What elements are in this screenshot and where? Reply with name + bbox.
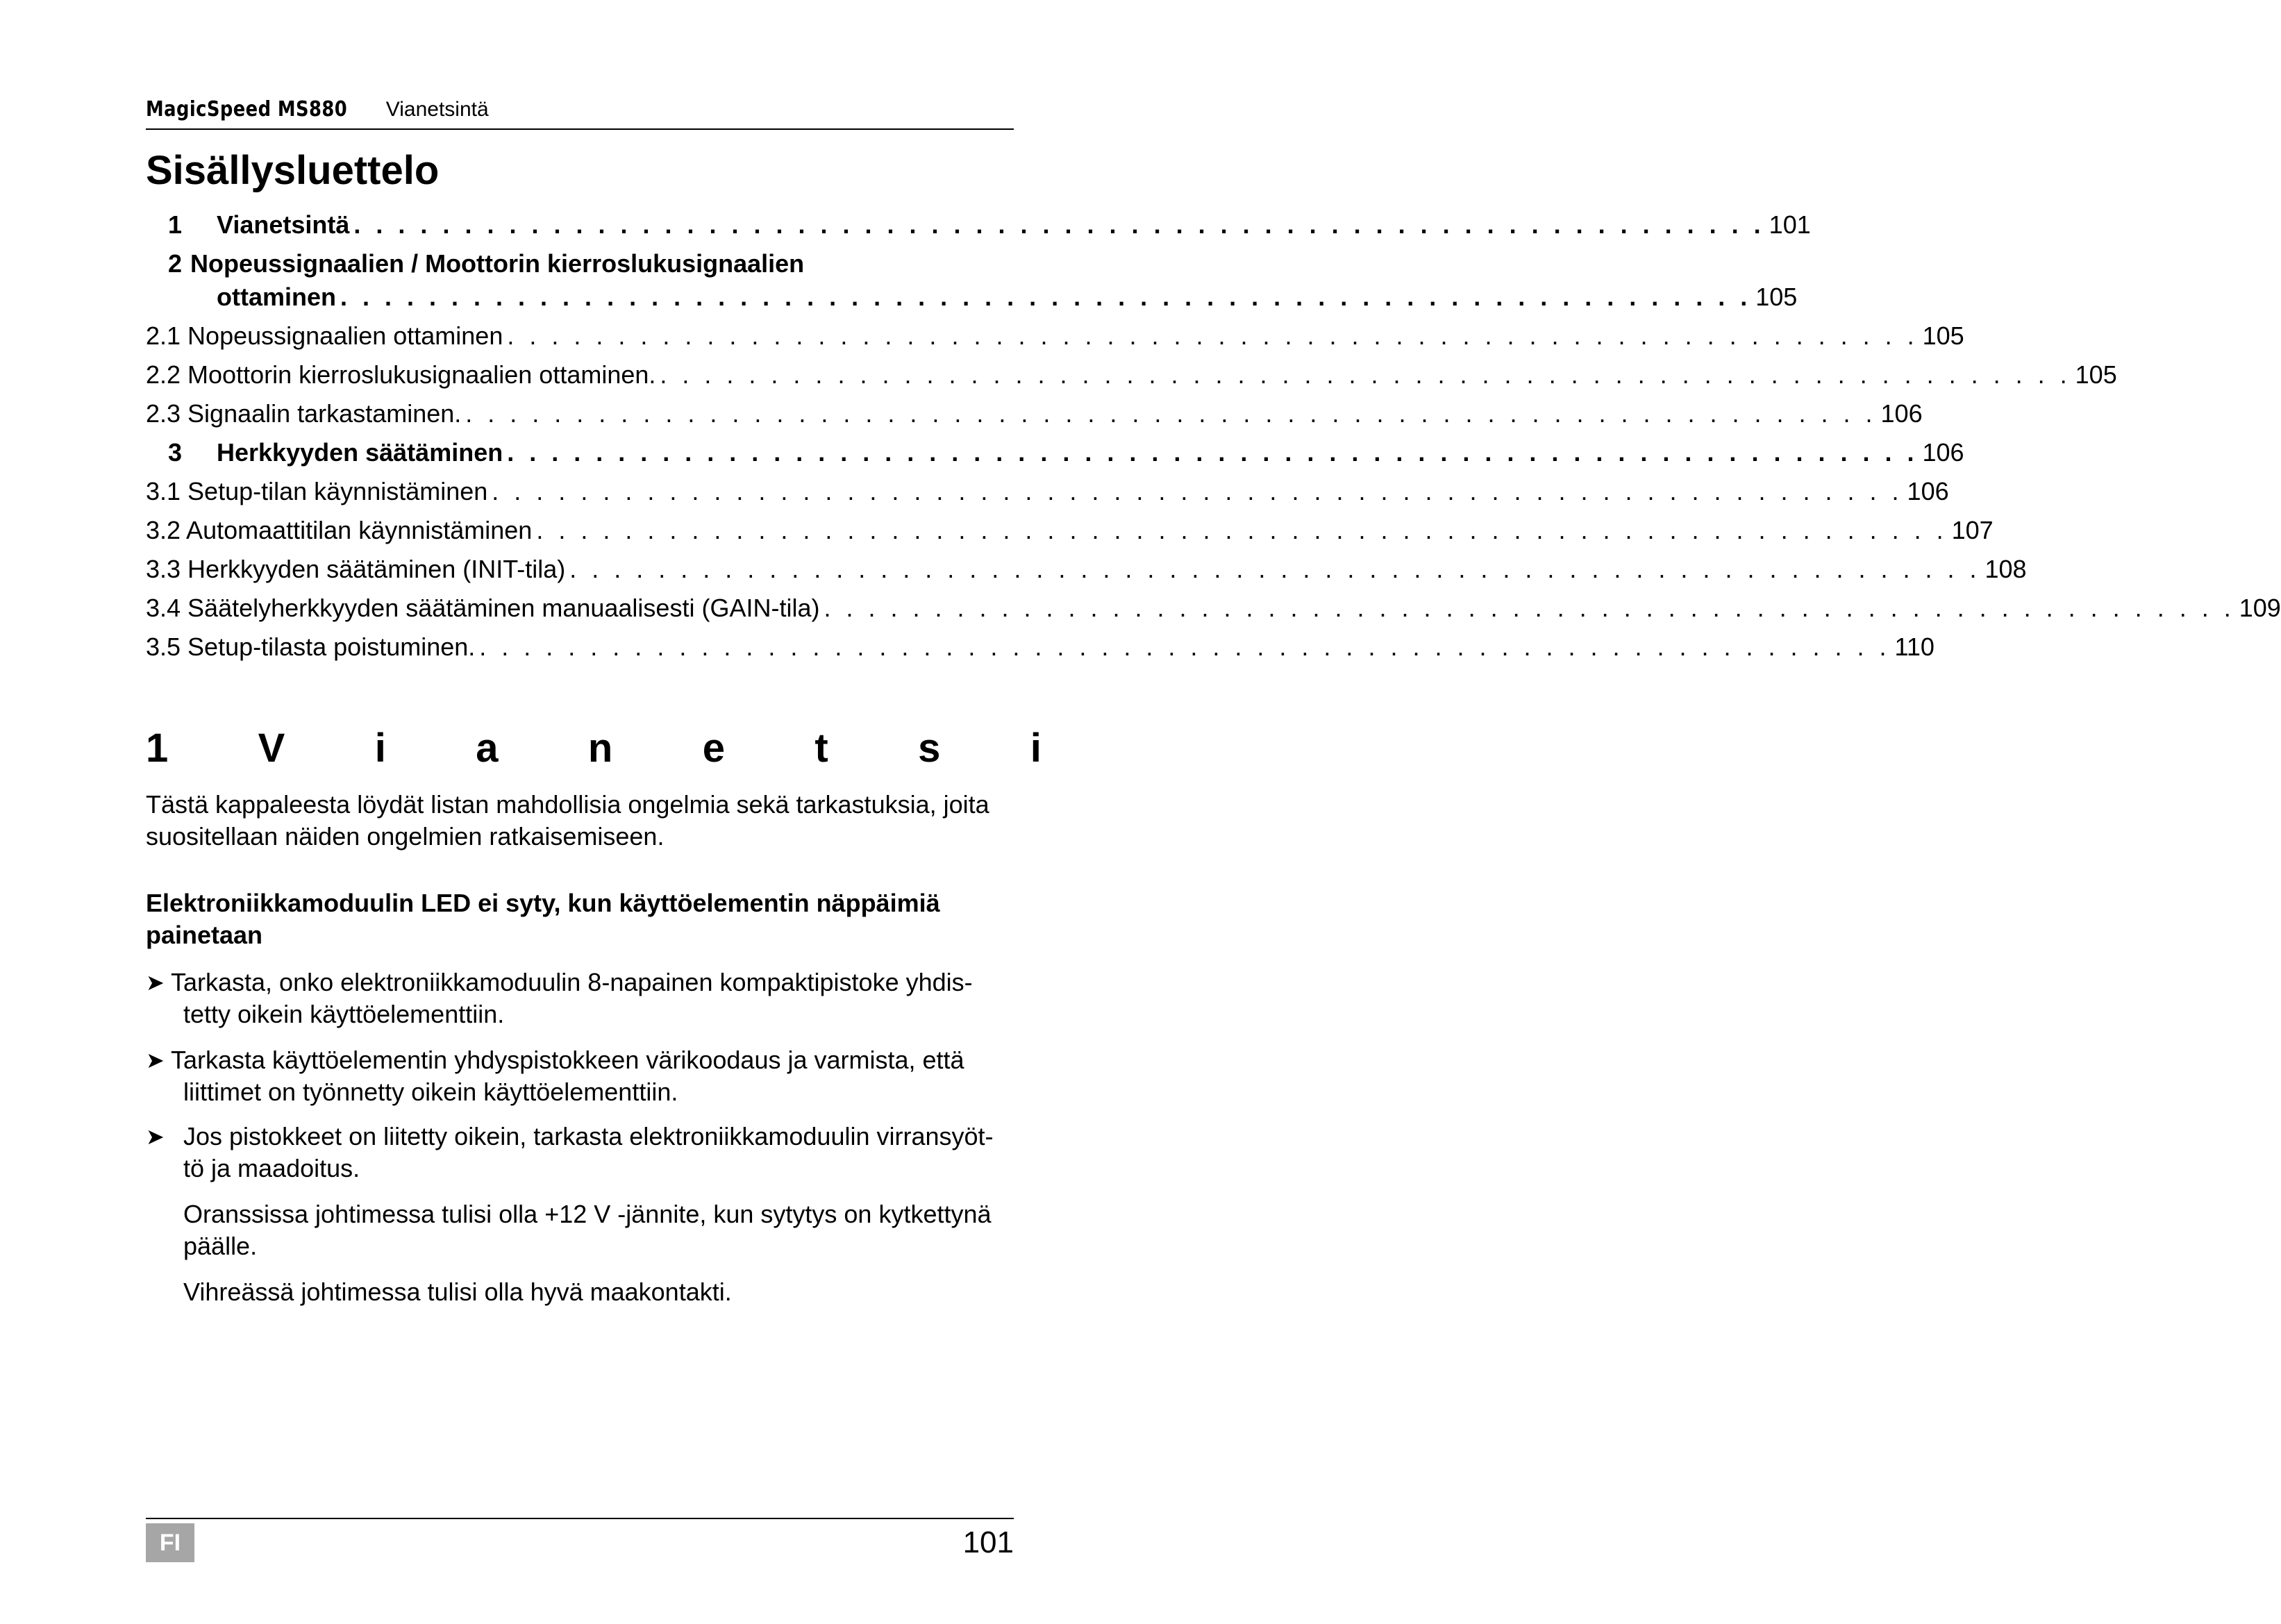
toc-entry-3-3[interactable]	[146, 554, 2027, 585]
toc-title: Sisällysluettelo	[146, 148, 440, 193]
toc-entry-title: 2.1 Nopeussignaalien ottaminen	[146, 321, 503, 350]
chapter-heading-char: i	[374, 726, 386, 771]
product-name: MagicSpeed MS880	[146, 97, 348, 122]
check-item-line: tö ja maadoitus.	[183, 1154, 360, 1182]
footer-divider	[146, 1518, 1014, 1519]
toc-entry-3-4[interactable]	[146, 593, 2281, 623]
toc-entry-title: Herkkyyden säätäminen	[217, 438, 503, 467]
chapter-heading-char: 1	[146, 726, 169, 771]
toc-entry-page: 110	[1894, 633, 1935, 661]
toc-entry-page: 107	[1951, 516, 1994, 544]
arrow-bullet-icon: ➤	[146, 970, 165, 995]
chapter-heading-char: V	[258, 726, 285, 771]
toc-entry-page: 106	[1922, 438, 1964, 467]
check-item-line: tetty oikein käyttöelementtiin.	[183, 1000, 505, 1028]
dot-leader: . . . . . . . . . . . . . . . . . . . . . . . . . . . . . . . . . . . . . . . . . . . . . . . . . . . . . . . . . . . . . . . .	[492, 477, 1903, 505]
toc-entry-number: 3	[168, 438, 183, 467]
dot-leader: . . . . . . . . . . . . . . . . . . . . . . . . . . . . . . . . . . . . . . . . . . . . . . . . . . . . . . . . . . . . . . . .	[660, 360, 2071, 389]
dot-leader: . . . . . . . . . . . . . . . . . . . . . . . . . . . . . . . . . . . . . . . . . . . . . . . . . . . . . . . . . . . . . . . .	[824, 594, 2235, 622]
toc-entry-page: 106	[1907, 477, 1949, 505]
note-paragraph: Vihreässä johtimessa tulisi olla hyvä maakontakti.	[183, 1278, 732, 1306]
toc-entry-page: 105	[1922, 321, 1964, 350]
toc-entry-title: 3.3 Herkkyyden säätäminen (INIT-tila)	[146, 555, 566, 583]
chapter-heading-char: t	[814, 726, 828, 771]
toc-entry-page: 106	[1880, 399, 1923, 428]
toc-entry-page: 108	[1985, 555, 2027, 583]
check-item	[146, 1121, 1014, 1184]
toc-entry-title: Nopeussignaalien / Moottorin kierroslukusignaalien	[190, 249, 805, 278]
dot-leader: . . . . . . . . . . . . . . . . . . . . . . . . . . . . . . . . . . . . . . . . . . . . . . . . . . . . . . . . . . . . . . . .	[507, 438, 1919, 467]
toc-entry-title: 3.4 Säätelyherkkyyden säätäminen manuaalisesti (GAIN-tila)	[146, 594, 820, 622]
check-item	[146, 966, 1014, 1030]
toc-entry-2-1[interactable]	[146, 321, 1964, 351]
chapter-heading-char: a	[476, 726, 499, 771]
dot-leader: . . . . . . . . . . . . . . . . . . . . . . . . . . . . . . . . . . . . . . . . . . . . . . . . . . . . . . . . . . . . . . . .	[569, 555, 1981, 583]
dot-leader: . . . . . . . . . . . . . . . . . . . . . . . . . . . . . . . . . . . . . . . . . . . . . . . . . . . . . . . . . . . . . . . .	[536, 516, 1948, 544]
check-item-line: Tarkasta käyttöelementin yhdyspistokkeen värikoodaus ja varmista, että	[171, 1046, 964, 1074]
toc-entry-2[interactable]	[168, 249, 1014, 279]
chapter-heading	[146, 722, 1042, 775]
dot-leader: . . . . . . . . . . . . . . . . . . . . . . . . . . . . . . . . . . . . . . . . . . . . . . . . . . . . . . . . . . . . . . . .	[479, 633, 1891, 661]
toc-entry-title: 2.3 Signaalin tarkastaminen.	[146, 399, 462, 428]
chapter-heading-char: n	[587, 726, 613, 771]
dot-leader: . . . . . . . . . . . . . . . . . . . . . . . . . . . . . . . . . . . . . . . . . . . . . . . . . . . . . . . . . . . . . . . .	[340, 283, 1752, 311]
header-divider	[146, 128, 1014, 130]
chapter-heading-char: s	[918, 726, 941, 771]
check-item-line: Jos pistokkeet on liitetty oikein, tarkasta elektroniikkamoduulin virransyöt-	[183, 1122, 994, 1150]
page-number: 101	[962, 1525, 1014, 1559]
toc-entry-2-3[interactable]	[146, 399, 1923, 429]
check-item-line: Tarkasta, onko elektroniikkamoduulin 8-napainen kompaktipistoke yhdis-	[171, 968, 973, 996]
toc-entry-2-2[interactable]	[146, 360, 2117, 390]
arrow-bullet-icon: ➤	[146, 1048, 165, 1073]
problem-heading: Elektroniikkamoduulin LED ei syty, kun käyttöelementin näppäimiä painetaan	[146, 889, 940, 949]
toc-entry-3-5[interactable]	[146, 632, 1935, 662]
toc-entry-page: 109	[2239, 594, 2281, 622]
toc-entry-number: 2	[168, 249, 183, 278]
dot-leader: . . . . . . . . . . . . . . . . . . . . . . . . . . . . . . . . . . . . . . . . . . . . . . . . . . . . . . . . . . . . . . . .	[353, 210, 1765, 239]
header-section: Vianetsintä	[385, 98, 489, 121]
toc-entry-title: 2.2 Moottorin kierroslukusignaalien ottaminen.	[146, 360, 656, 389]
note-paragraph: Oranssissa johtimessa tulisi olla +12 V -jännite, kun sytytys on kytkettynä päälle.	[183, 1200, 992, 1260]
toc-entry-page: 105	[1755, 283, 1798, 311]
toc-entry-page: 105	[2075, 360, 2117, 389]
toc-entry-3[interactable]	[168, 437, 1964, 468]
dot-leader: . . . . . . . . . . . . . . . . . . . . . . . . . . . . . . . . . . . . . . . . . . . . . . . . . . . . . . . . . . . . . . . .	[465, 399, 1877, 428]
toc-entry-3-2[interactable]	[146, 515, 1994, 546]
toc-entry-1[interactable]	[168, 210, 1811, 240]
toc-entry-title: Vianetsintä	[217, 210, 350, 239]
check-item-line: liittimet on työnnetty oikein käyttöelementtiin.	[183, 1078, 678, 1106]
chapter-heading-char: i	[1030, 726, 1042, 771]
toc-entry-title: 3.5 Setup-tilasta poistuminen.	[146, 633, 476, 661]
toc-entry-2-continuation[interactable]	[217, 282, 1798, 312]
chapter-heading-char: e	[702, 726, 725, 771]
check-item	[146, 1044, 1014, 1108]
toc-entry-title: 3.2 Automaattitilan käynnistäminen	[146, 516, 533, 544]
toc-entry-number: 1	[168, 210, 183, 239]
running-header	[146, 96, 1014, 124]
language-badge: FI	[146, 1523, 194, 1562]
arrow-bullet-icon: ➤	[146, 1124, 165, 1149]
toc-entry-3-1[interactable]	[146, 476, 1949, 507]
chapter-intro: Tästä kappaleesta löydät listan mahdollisia ongelmia sekä tarkastuksia, joita suositellaan näiden ongelmien ratkaisemiseen.	[146, 790, 989, 851]
toc-entry-page: 101	[1769, 210, 1811, 239]
dot-leader: . . . . . . . . . . . . . . . . . . . . . . . . . . . . . . . . . . . . . . . . . . . . . . . . . . . . . . . . . . . . . . . .	[507, 321, 1919, 350]
toc-entry-title: ottaminen	[217, 283, 337, 311]
toc-entry-title: 3.1 Setup-tilan käynnistäminen	[146, 477, 488, 505]
